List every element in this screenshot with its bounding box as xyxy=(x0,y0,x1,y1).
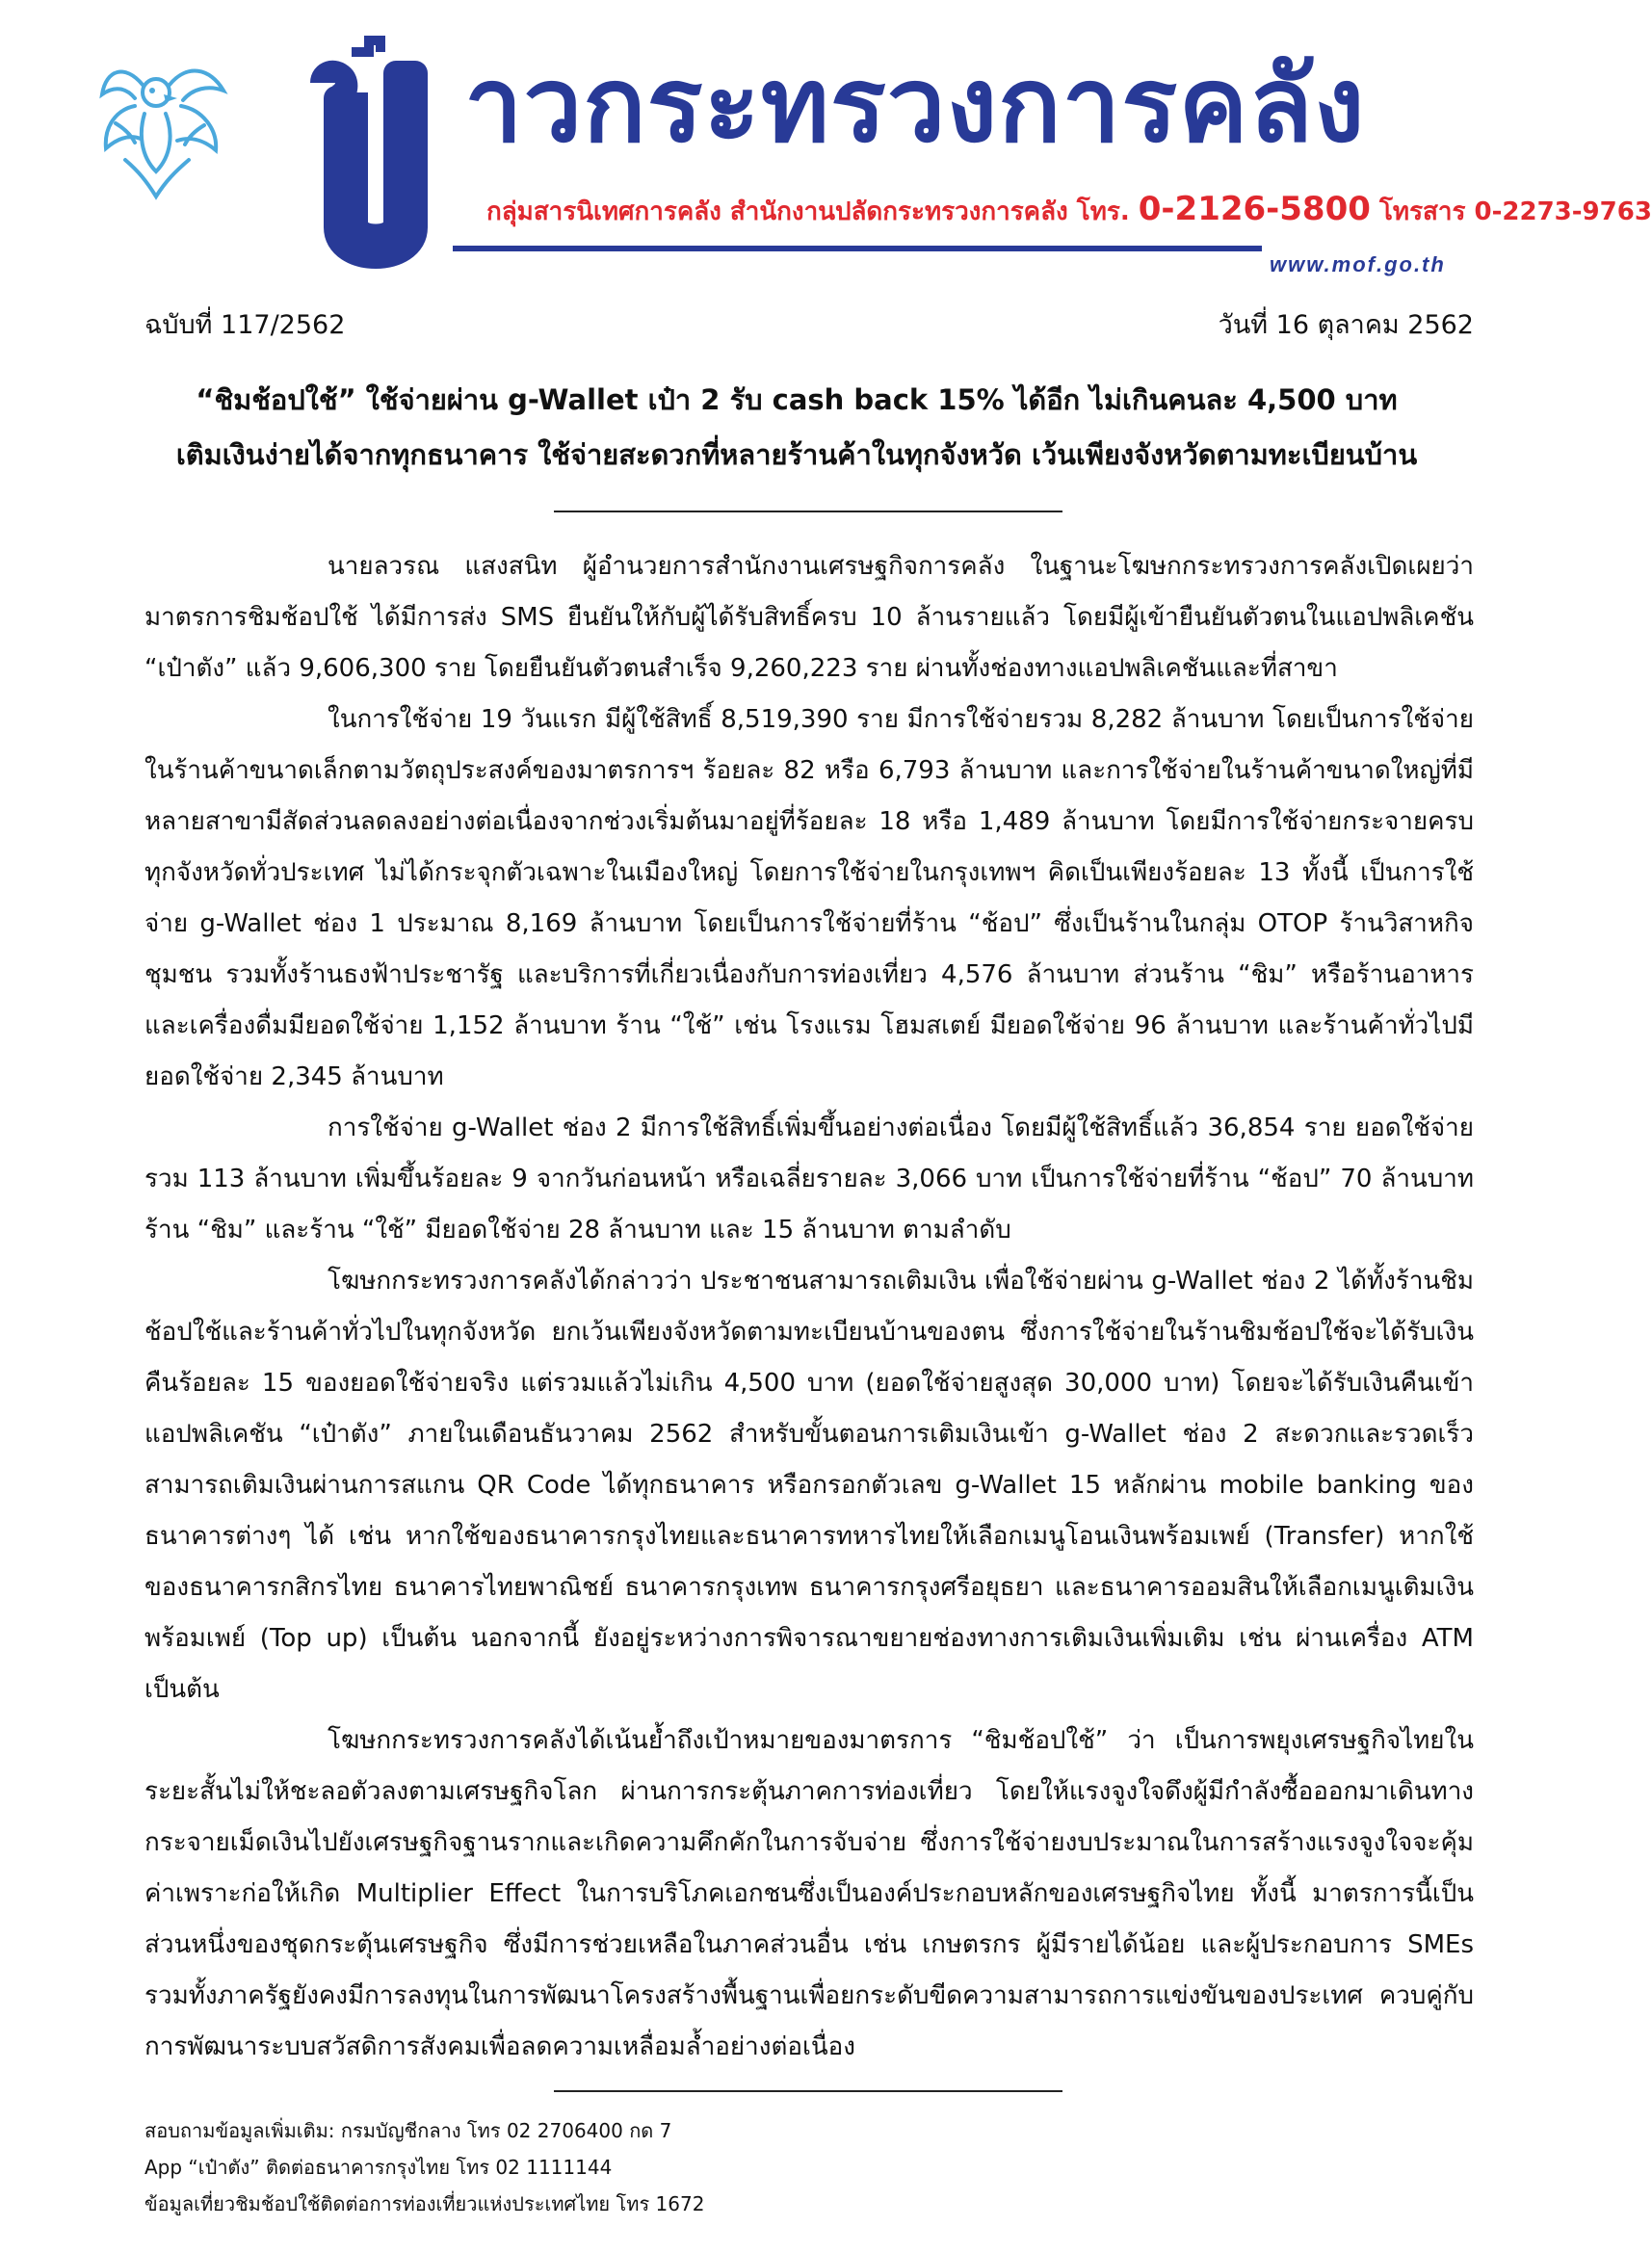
headline-divider xyxy=(554,511,1062,512)
issue-date: วันที่ 16 ตุลาคม 2562 xyxy=(1218,310,1474,340)
contact-phone: 0-2126-5800 xyxy=(1138,190,1371,228)
masthead-rule xyxy=(453,246,1262,251)
garuda-emblem-icon xyxy=(96,56,231,200)
footer-contact-1: สอบถามข้อมูลเพิ่มเติม: กรมบัญชีกลาง โทร 02 2706400 กด 7 xyxy=(144,2119,672,2142)
headline-line-1: “ชิมช้อปใช้” ใช้จ่ายผ่าน g-Wallet เป๋า 2 รับ cash back 15% ได้อีก ไม่เกินคนละ 4,500 บาท xyxy=(196,383,1398,416)
masthead-initial-shape xyxy=(313,35,438,285)
article-body xyxy=(144,541,1474,2073)
issue-number: ฉบับที่ 117/2562 xyxy=(144,310,346,340)
footer-contact-3: ข้อมูลเที่ยวชิมช้อปใช้ติดต่อการท่องเที่ยวแห่งประเทศไทย โทร 1672 xyxy=(144,2192,705,2215)
headline-line-2: เติมเงินง่ายได้จากทุกธนาคาร ใช้จ่ายสะดวกที่หลายร้านค้าในทุกจังหวัด เว้นเพียงจังหวัดตามทะเบียนบ้าน xyxy=(175,438,1418,471)
paragraph-3: การใช้จ่าย g-Wallet ช่อง 2 มีการใช้สิทธิ์เพิ่มขึ้นอย่างต่อเนื่อง โดยมีผู้ใช้สิทธิ์แล้ว 36,854 ราย ยอดใช้จ่ายรวม 113 ล้านบาท เพิ่มขึ้นร้อยละ 9 จากวันก่อนหน้า หรือเฉลี่ยรายละ 3,066 บาท เป็นการใช้จ่ายที่ร้าน “ช้อป” 70 ล้านบาท ร้าน “ชิม” และร้าน “ใช้” มียอดใช้จ่าย 28 ล้านบาท และ 15 ล้านบาท ตามลำดับ xyxy=(144,1113,1474,1244)
paragraph-1: นายลวรณ แสงสนิท ผู้อำนวยการสำนักงานเศรษฐกิจการคลัง ในฐานะโฆษกกระทรวงการคลังเปิดเผยว่า มาตรการชิมช้อปใช้ ได้มีการส่ง SMS ยืนยันให้กับผู้ได้รับสิทธิ์ครบ 10 ล้านรายแล้ว โดยมีผู้เข้ายืนยันตัวตนในแอปพลิเคชัน “เป๋าตัง” แล้ว 9,606,300 ราย โดยยืนยันตัวตนสำเร็จ 9,260,223 ราย ผ่านทั้งช่องทางแอปพลิเคชันและที่สาขา xyxy=(144,552,1474,683)
masthead-initial xyxy=(313,35,438,285)
masthead-title: าวกระทรวงการคลัง xyxy=(464,45,1366,166)
contact-fax: โทรสาร 0-2273-9763 xyxy=(1378,197,1652,226)
paragraph-2: ในการใช้จ่าย 19 วันแรก มีผู้ใช้สิทธิ์ 8,519,390 ราย มีการใช้จ่ายรวม 8,282 ล้านบาท โดยเป็นการใช้จ่ายในร้านค้าขนาดเล็กตามวัตถุประสงค์ของมาตรการฯ ร้อยละ 82 หรือ 6,793 ล้านบาท และการใช้จ่ายในร้านค้าขนาดใหญ่ที่มีหลายสาขามีสัดส่วนลดลงอย่างต่อเนื่องจากช่วงเริ่มต้นมาอยู่ที่ร้อยละ 18 หรือ 1,489 ล้านบาท โดยมีการใช้จ่ายกระจายครบทุกจังหวัดทั่วประเทศ ไม่ได้กระจุกตัวเฉพาะในเมืองใหญ่ โดยการใช้จ่ายในกรุงเทพฯ คิดเป็นเพียงร้อยละ 13 ทั้งนี้ เป็นการใช้จ่าย g-Wallet ช่อง 1 ประมาณ 8,169 ล้านบาท โดยเป็นการใช้จ่ายที่ร้าน “ช้อป” ซึ่งเป็นร้านในกลุ่ม OTOP ร้านวิสาหกิจชุมชน รวมทั้งร้านธงฟ้าประชารัฐ และบริการที่เกี่ยวเนื่องกับการท่องเที่ยว 4,576 ล้านบาท ส่วนร้าน “ชิม” หรือร้านอาหารและเครื่องดื่มมียอดใช้จ่าย 1,152 ล้านบาท ร้าน “ใช้” เช่น โรงแรม โฮมสเตย์ มียอดใช้จ่าย 96 ล้านบาท และร้านค้าทั่วไปมียอดใช้จ่าย 2,345 ล้านบาท xyxy=(144,705,1474,1091)
paragraph-5: โฆษกกระทรวงการคลังได้เน้นย้ำถึงเป้าหมายของมาตรการ “ชิมช้อปใช้” ว่า เป็นการพยุงเศรษฐกิจไทยในระยะสั้นไม่ให้ชะลอตัวลงตามเศรษฐกิจโลก ผ่านการกระตุ้นภาคการท่องเที่ยว โดยให้แรงจูงใจดึงผู้มีกำลังซื้อออกมาเดินทาง กระจายเม็ดเงินไปยังเศรษฐกิจฐานรากและเกิดความคึกคักในการจับจ่าย ซึ่งการใช้จ่ายงบประมาณในการสร้างแรงจูงใจจะคุ้มค่าเพราะก่อให้เกิด Multiplier Effect ในการบริโภคเอกชนซึ่งเป็นองค์ประกอบหลักของเศรษฐกิจไทย ทั้งนี้ มาตรการนี้เป็นส่วนหนึ่งของชุดกระตุ้นเศรษฐกิจ ซึ่งมีการช่วยเหลือในภาคส่วนอื่น เช่น เกษตรกร ผู้มีรายได้น้อย และผู้ประกอบการ SMEs รวมทั้งภาครัฐยังคงมีการลงทุนในการพัฒนาโครงสร้างพื้นฐานเพื่อยกระดับขีดความสามารถการแข่งขันของประเทศ ควบคู่กับการพัฒนาระบบสวัสดิการสังคมเพื่อลดความเหลื่อมล้ำอย่างต่อเนื่อง xyxy=(144,1726,1474,2061)
contact-text: กลุ่มสารนิเทศการคลัง สำนักงานปลัดกระทรวงการคลัง โทร. xyxy=(486,197,1130,226)
footer-contact-2: App “เป๋าตัง” ติดต่อธนาคารกรุงไทย โทร 02 1111144 xyxy=(144,2156,613,2179)
paragraph-4: โฆษกกระทรวงการคลังได้กล่าวว่า ประชาชนสามารถเติมเงิน เพื่อใช้จ่ายผ่าน g-Wallet ช่อง 2 ได้ทั้งร้านชิมช้อปใช้และร้านค้าทั่วไปในทุกจังหวัด ยกเว้นเพียงจังหวัดตามทะเบียนบ้านของตน ซึ่งการใช้จ่ายในร้านชิมช้อปใช้จะได้รับเงินคืนร้อยละ 15 ของยอดใช้จ่ายจริง แต่รวมแล้วไม่เกิน 4,500 บาท (ยอดใช้จ่ายสูงสุด 30,000 บาท) โดยจะได้รับเงินคืนเข้าแอปพลิเคชัน “เป๋าตัง” ภายในเดือนธันวาคม 2562 สำหรับขั้นตอนการเติมเงินเข้า g-Wallet ช่อง 2 สะดวกและรวดเร็ว สามารถเติมเงินผ่านการสแกน QR Code ได้ทุกธนาคาร หรือกรอกตัวเลข g-Wallet 15 หลักผ่าน mobile banking ของธนาคารต่างๆ ได้ เช่น หากใช้ของธนาคารกรุงไทยและธนาคารทหารไทยให้เลือกเมนูโอนเงินพร้อมเพย์ (Transfer) หากใช้ของธนาคารกสิกรไทย ธนาคารไทยพาณิชย์ ธนาคารกรุงเทพ ธนาคารกรุงศรีอยุธยา และธนาคารออมสินให้เลือกเมนูเติมเงินพร้อมเพย์ (Top up) เป็นต้น นอกจากนี้ ยังอยู่ระหว่างการพิจารณาขยายช่องทางการเติมเงินเพิ่มเติม เช่น ผ่านเครื่อง ATM เป็นต้น xyxy=(144,1267,1474,1704)
footer-divider xyxy=(554,2090,1062,2092)
contact-line xyxy=(486,190,1652,228)
website-url: www.mof.go.th xyxy=(1270,252,1446,276)
